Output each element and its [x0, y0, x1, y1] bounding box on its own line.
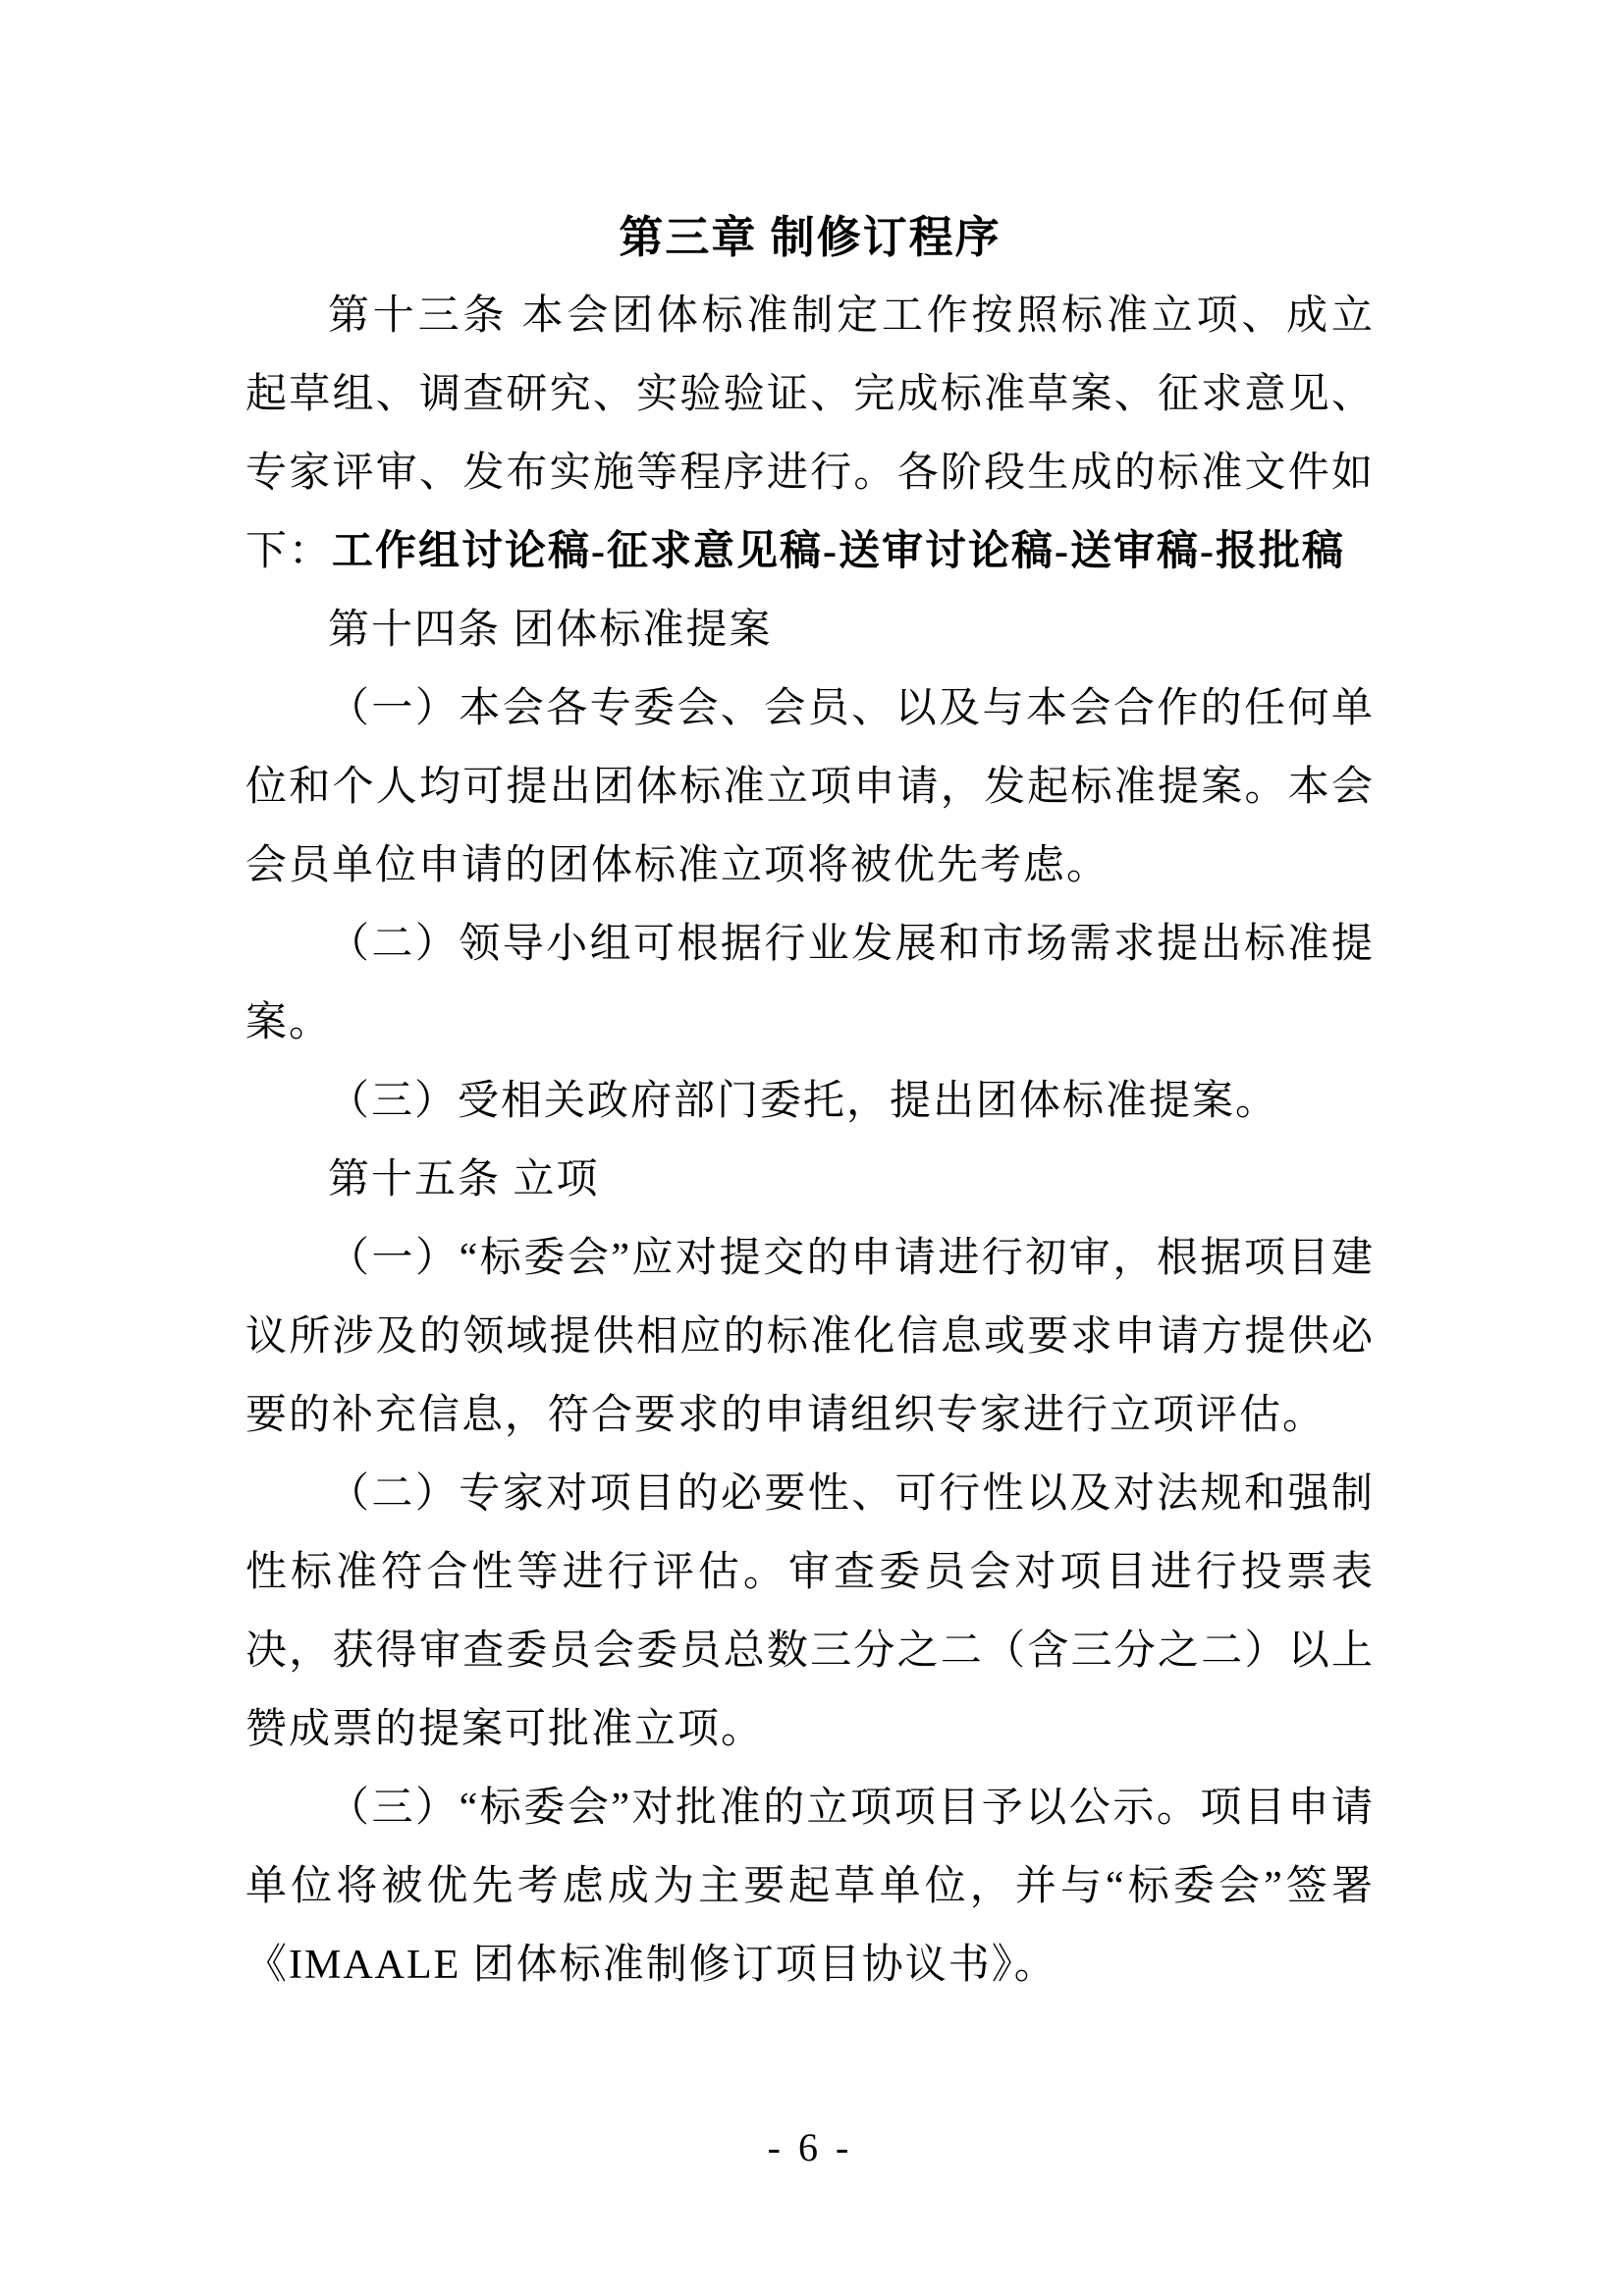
article-14-heading: 第十四条 团体标准提案	[328, 608, 773, 653]
article-15-item-3: （三）“标委会”对批准的立项项目予以公示。项目申请单位将被优先考虑成为主要起草单位，并与“标委会”签署《IMAALE 团体标准制修订项目协议书》。	[245, 1786, 1375, 1988]
article-14-item-3: （三）受相关政府部门委托，提出团体标准提案。	[328, 1079, 1279, 1124]
article-15-heading: 第十五条 立项	[328, 1157, 600, 1202]
article-13-paragraph	[245, 277, 1375, 591]
article-13-stage-sequence-bold: 工作组讨论稿-征求意见稿-送审讨论稿-送审稿-报批稿	[332, 529, 1345, 574]
chapter-title: 第三章 制修订程序	[619, 213, 1001, 262]
article-13-lead-text: 第十三条 本会团体标准制定工作按照标准立项、成立起草组、调查研究、实验验证、完成标准草案、征求意见、专家评审、发布实施等程序进行。各阶段生成的标准文件如下：	[245, 294, 1375, 574]
article-15-item-2: （二）专家对项目的必要性、可行性以及对法规和强制性标准符合性等进行评估。审查委员会对项目进行投票表决，获得审查委员会委员总数三分之二（含三分之二）以上赞成票的提案可批准立项。	[245, 1471, 1375, 1752]
article-14-item-2: （二）领导小组可根据行业发展和市场需求提出标准提案。	[245, 922, 1375, 1045]
document-body	[245, 198, 1375, 2004]
page-number: - 6 -	[767, 2125, 853, 2169]
article-14-item-1: （一）本会各专委会、会员、以及与本会合作的任何单位和个人均可提出团体标准立项申请，发起标准提案。本会会员单位申请的团体标准立项将被优先考虑。	[245, 686, 1375, 888]
article-15-item-1: （一）“标委会”应对提交的申请进行初审，根据项目建议所涉及的领域提供相应的标准化信息或要求申请方提供必要的补充信息，符合要求的申请组织专家进行立项评估。	[245, 1236, 1375, 1438]
